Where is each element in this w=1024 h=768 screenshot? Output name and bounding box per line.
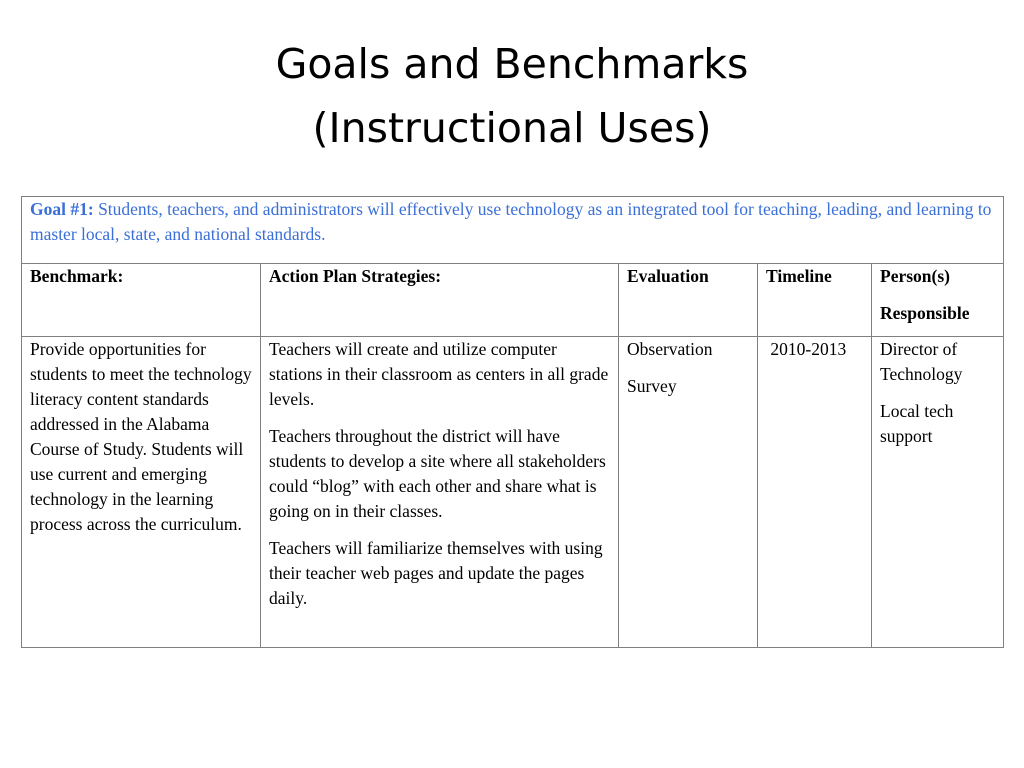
- title-line-1: Goals and Benchmarks: [275, 40, 749, 88]
- benchmark-text: Provide opportunities for students to meet the technology literacy content standards addressed in the Alabama Course of Study. Students will use current and emerging technology in the learning process across the curriculum.: [30, 339, 252, 534]
- header-persons-line-1: Person(s): [880, 266, 950, 286]
- title-line-2: (Instructional Uses): [312, 104, 712, 152]
- cell-strategies: [261, 337, 619, 648]
- timeline-text: 2010-2013: [766, 339, 847, 359]
- evaluation-item: Survey: [627, 376, 677, 396]
- goal-label: Goal #1:: [30, 199, 94, 219]
- header-persons-line-2: Responsible: [880, 303, 970, 323]
- cell-timeline: [758, 337, 872, 648]
- person-item: Local tech support: [880, 401, 954, 446]
- header-evaluation: [619, 264, 758, 337]
- evaluation-item: Observation: [627, 339, 713, 359]
- table-row: [22, 337, 1004, 648]
- cell-benchmark: [22, 337, 261, 648]
- header-evaluation-label: Evaluation: [627, 266, 709, 286]
- goals-table: [21, 196, 1004, 648]
- header-persons: [872, 264, 1004, 337]
- goal-row: [22, 197, 1004, 264]
- strategy-item: Teachers will create and utilize computer stations in their classroom as centers in all grade levels.: [269, 339, 609, 409]
- goal-text: Students, teachers, and administrators will effectively use technology as an integrated tool for teaching, leading, and learning to master local, state, and national standards.: [30, 199, 992, 244]
- header-benchmark: [22, 264, 261, 337]
- goal-cell: [22, 197, 1004, 264]
- strategy-item: Teachers will familiarize themselves with using their teacher web pages and update the pages daily.: [269, 538, 603, 608]
- header-row: [22, 264, 1004, 337]
- header-strategies-label: Action Plan Strategies:: [269, 266, 442, 286]
- slide-title: [0, 32, 1024, 160]
- cell-persons: [872, 337, 1004, 648]
- person-item: Director of Technology: [880, 339, 963, 384]
- strategy-item: Teachers throughout the district will have students to develop a site where all stakeholders could “blog” with each other and share what is going on in their classes.: [269, 426, 606, 521]
- header-timeline-label: Timeline: [766, 266, 832, 286]
- cell-evaluation: [619, 337, 758, 648]
- header-strategies: [261, 264, 619, 337]
- header-timeline: [758, 264, 872, 337]
- header-benchmark-label: Benchmark:: [30, 266, 124, 286]
